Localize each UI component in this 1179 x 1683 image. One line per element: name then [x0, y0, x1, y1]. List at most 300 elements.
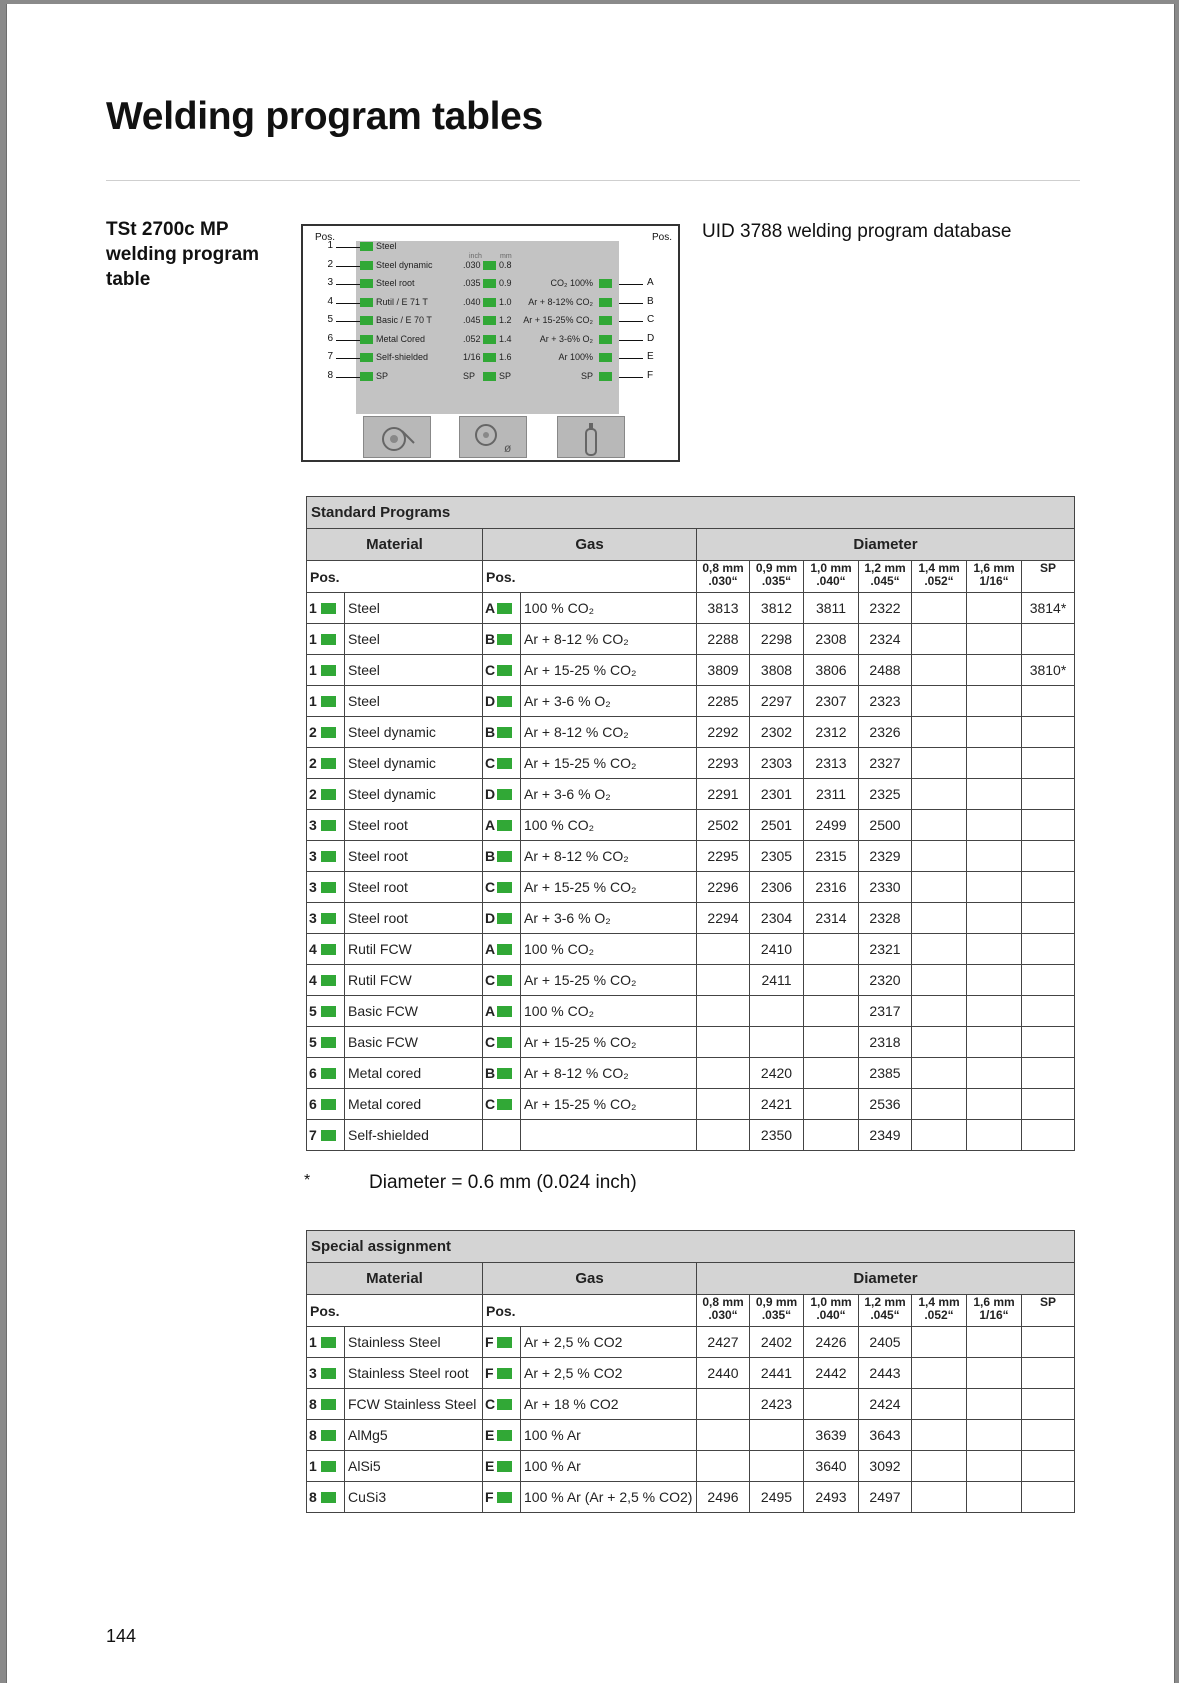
program-number-cell — [804, 1089, 859, 1120]
panel-row-letter: B — [647, 295, 654, 307]
gas-pos-letter: D — [485, 910, 496, 926]
material-pos-cell — [307, 903, 345, 934]
sp-column-header: SP — [1022, 561, 1075, 593]
program-number-cell — [912, 748, 967, 779]
program-number-cell — [912, 779, 967, 810]
svg-text:ø: ø — [504, 441, 512, 455]
panel-inch-label: SP — [463, 370, 476, 381]
sp-program-cell — [1022, 841, 1075, 872]
program-number-cell: 2322 — [859, 593, 912, 624]
program-number-cell: 2316 — [804, 872, 859, 903]
program-number-cell: 2411 — [750, 965, 804, 996]
panel-row — [303, 368, 678, 386]
program-number-cell — [697, 1420, 750, 1451]
gas-cell: Ar + 8-12 % CO₂ — [521, 841, 697, 872]
diameter-inch-label: .045“ — [870, 574, 900, 588]
panel-led-indicator — [360, 242, 373, 251]
material-pos-number: 5 — [309, 1034, 317, 1050]
program-number-cell — [912, 934, 967, 965]
panel-row-number: 4 — [327, 295, 333, 307]
led-indicator — [321, 665, 336, 676]
gas-cell: Ar + 15-25 % CO₂ — [521, 1027, 697, 1058]
material-cell: CuSi3 — [345, 1482, 483, 1513]
program-number-cell: 2329 — [859, 841, 912, 872]
table-row — [307, 1482, 1075, 1513]
program-number-cell — [912, 872, 967, 903]
wire-diameter-button-icon — [459, 416, 527, 458]
panel-material-label: Steel — [376, 241, 397, 251]
panel-gas-label: Ar 100% — [558, 352, 593, 362]
material-cell: AlSi5 — [345, 1451, 483, 1482]
program-number-cell: 2312 — [804, 717, 859, 748]
gas-pos-cell — [483, 1120, 521, 1151]
panel-unit-mm: mm — [500, 253, 512, 260]
footnote-text: Diameter = 0.6 mm (0.024 inch) — [369, 1172, 637, 1193]
program-number-cell: 3639 — [804, 1420, 859, 1451]
diameter-column-header — [804, 561, 859, 593]
gas-cell: Ar + 3-6 % O₂ — [521, 779, 697, 810]
panel-row-letter: A — [647, 277, 654, 288]
material-cell: AlMg5 — [345, 1420, 483, 1451]
program-number-cell — [697, 934, 750, 965]
diameter-mm-label: 1,4 mm — [918, 561, 960, 575]
gas-pos-letter: B — [485, 724, 496, 740]
program-number-cell — [750, 1027, 804, 1058]
table-row — [307, 686, 1075, 717]
program-number-cell: 2307 — [804, 686, 859, 717]
program-number-cell: 2427 — [697, 1327, 750, 1358]
program-number-cell: 2298 — [750, 624, 804, 655]
program-number-cell — [912, 965, 967, 996]
material-pos-cell — [307, 655, 345, 686]
material-pos-cell — [307, 965, 345, 996]
material-pos-cell — [307, 810, 345, 841]
program-number-cell: 2292 — [697, 717, 750, 748]
program-number-cell: 3808 — [750, 655, 804, 686]
panel-led-indicator — [599, 335, 612, 344]
program-number-cell: 2321 — [859, 934, 912, 965]
document-page — [6, 4, 1175, 1683]
led-indicator — [497, 634, 512, 645]
diameter-column-header — [697, 1295, 750, 1327]
gas-cell: Ar + 15-25 % CO₂ — [521, 965, 697, 996]
material-pos-number: 6 — [309, 1065, 317, 1081]
material-header: Material — [307, 529, 483, 561]
diameter-header: Diameter — [697, 1263, 1075, 1295]
material-pos-number: 3 — [309, 879, 317, 895]
sp-program-cell — [1022, 1058, 1075, 1089]
pos-column-header: Pos. — [307, 1295, 483, 1327]
gas-cell: Ar + 8-12 % CO₂ — [521, 624, 697, 655]
program-number-cell: 2328 — [859, 903, 912, 934]
sp-program-cell — [1022, 1482, 1075, 1513]
sp-program-cell — [1022, 934, 1075, 965]
diameter-inch-label: .035“ — [761, 574, 792, 588]
pos-column-header: Pos. — [483, 1295, 697, 1327]
material-cell: Steel — [345, 593, 483, 624]
program-number-cell: 2326 — [859, 717, 912, 748]
material-pos-cell — [307, 624, 345, 655]
diameter-column-header — [859, 561, 912, 593]
program-number-cell: 2421 — [750, 1089, 804, 1120]
gas-pos-letter: D — [485, 693, 496, 709]
panel-led-indicator — [360, 298, 373, 307]
led-indicator — [321, 1130, 336, 1141]
table-row — [307, 624, 1075, 655]
gas-pos-letter: D — [485, 786, 496, 802]
diameter-inch-label: .040“ — [816, 1308, 846, 1322]
table-row — [307, 779, 1075, 810]
panel-led-indicator — [483, 372, 496, 381]
sp-program-cell — [1022, 903, 1075, 934]
diameter-column-header — [750, 561, 804, 593]
led-indicator — [321, 1099, 336, 1110]
diameter-mm-label: 1,4 mm — [918, 1295, 960, 1309]
diameter-column-header — [859, 1295, 912, 1327]
program-number-cell — [697, 1389, 750, 1420]
gas-pos-cell — [483, 1058, 521, 1089]
program-number-cell: 2305 — [750, 841, 804, 872]
program-number-cell — [967, 748, 1022, 779]
material-pos-cell — [307, 872, 345, 903]
program-number-cell — [967, 686, 1022, 717]
led-indicator — [497, 851, 512, 862]
diameter-column-header — [967, 561, 1022, 593]
gas-cell: Ar + 2,5 % CO2 — [521, 1327, 697, 1358]
program-number-cell — [967, 872, 1022, 903]
gas-header: Gas — [483, 1263, 697, 1295]
material-header: Material — [307, 1263, 483, 1295]
led-indicator — [497, 696, 512, 707]
table-row — [307, 1058, 1075, 1089]
panel-leader-line — [619, 303, 643, 304]
program-number-cell — [804, 965, 859, 996]
sp-program-cell: 3810* — [1022, 655, 1075, 686]
program-number-cell: 2497 — [859, 1482, 912, 1513]
gas-pos-cell — [483, 624, 521, 655]
material-pos-cell — [307, 841, 345, 872]
sp-program-cell — [1022, 779, 1075, 810]
led-indicator — [497, 1099, 512, 1110]
program-number-cell — [967, 934, 1022, 965]
led-indicator — [497, 1430, 512, 1441]
led-indicator — [321, 1368, 336, 1379]
panel-row-letter: C — [647, 314, 655, 325]
panel-unit-inch: inch — [469, 253, 482, 260]
program-number-cell: 2295 — [697, 841, 750, 872]
material-pos-cell — [307, 1089, 345, 1120]
diameter-mm-label: 1,2 mm — [864, 1295, 906, 1309]
panel-led-indicator — [360, 372, 373, 381]
table-row — [307, 965, 1075, 996]
program-number-cell — [967, 1327, 1022, 1358]
gas-pos-cell — [483, 748, 521, 779]
gas-pos-cell — [483, 934, 521, 965]
material-cell: Stainless Steel root — [345, 1358, 483, 1389]
program-number-cell: 2301 — [750, 779, 804, 810]
led-indicator — [497, 1068, 512, 1079]
sp-program-cell — [1022, 686, 1075, 717]
panel-material-label: Self-shielded — [376, 352, 429, 362]
diameter-column-header — [750, 1295, 804, 1327]
panel-gas-label: SP — [580, 370, 593, 381]
panel-led-indicator — [483, 279, 496, 288]
gas-pos-letter: E — [485, 1427, 495, 1443]
panel-material-label: SP — [376, 370, 389, 381]
panel-leader-line — [619, 358, 643, 359]
program-number-cell — [804, 1389, 859, 1420]
program-number-cell: 2294 — [697, 903, 750, 934]
sp-program-cell — [1022, 1451, 1075, 1482]
led-indicator — [321, 1337, 336, 1348]
table-row — [307, 903, 1075, 934]
led-indicator — [497, 820, 512, 831]
program-number-cell: 2308 — [804, 624, 859, 655]
program-number-cell: 2426 — [804, 1327, 859, 1358]
led-indicator — [497, 944, 512, 955]
program-number-cell — [697, 1120, 750, 1151]
led-indicator — [497, 975, 512, 986]
material-pos-number: 8 — [309, 1489, 317, 1505]
material-pos-cell — [307, 1482, 345, 1513]
program-number-cell: 2405 — [859, 1327, 912, 1358]
diameter-inch-label: 1/16“ — [979, 1308, 1009, 1322]
led-indicator — [497, 1399, 512, 1410]
panel-row-letter: D — [647, 332, 655, 344]
panel-led-indicator — [483, 353, 496, 362]
panel-row-number: 1 — [327, 240, 333, 251]
panel-led-indicator — [483, 316, 496, 325]
led-indicator — [497, 1368, 512, 1379]
sp-program-cell: 3814* — [1022, 593, 1075, 624]
program-number-cell: 2315 — [804, 841, 859, 872]
gas-cell: Ar + 15-25 % CO₂ — [521, 748, 697, 779]
diameter-mm-label: 1,2 mm — [864, 561, 906, 575]
material-cell: FCW Stainless Steel — [345, 1389, 483, 1420]
led-indicator — [497, 603, 512, 614]
panel-led-indicator — [483, 335, 496, 344]
gas-pos-letter: C — [485, 1096, 496, 1112]
program-number-cell: 2303 — [750, 748, 804, 779]
gas-pos-cell — [483, 1451, 521, 1482]
program-number-cell — [912, 903, 967, 934]
pos-column-header: Pos. — [483, 561, 697, 593]
panel-led-indicator — [483, 261, 496, 270]
gas-pos-cell — [483, 686, 521, 717]
material-pos-cell — [307, 1120, 345, 1151]
panel-leader-line — [619, 321, 643, 322]
gas-pos-letter: C — [485, 662, 496, 678]
led-indicator — [321, 603, 336, 614]
program-number-cell: 2350 — [750, 1120, 804, 1151]
gas-pos-letter: C — [485, 879, 496, 895]
table-row — [307, 934, 1075, 965]
special-assignment-table — [306, 1230, 1075, 1513]
program-number-cell — [912, 996, 967, 1027]
program-number-cell — [912, 624, 967, 655]
panel-row — [303, 312, 678, 330]
material-cell: Self-shielded — [345, 1120, 483, 1151]
panel-mm-label: 1.6 — [499, 352, 512, 362]
title-divider — [106, 180, 1080, 181]
panel-led-indicator — [599, 298, 612, 307]
program-number-cell: 2501 — [750, 810, 804, 841]
program-number-cell — [967, 810, 1022, 841]
gas-pos-letter: B — [485, 1065, 496, 1081]
table-row — [307, 872, 1075, 903]
program-number-cell — [967, 1389, 1022, 1420]
gas-pos-cell — [483, 655, 521, 686]
diameter-inch-label: 1/16“ — [979, 574, 1009, 588]
material-cell: Steel root — [345, 872, 483, 903]
program-number-cell — [697, 1058, 750, 1089]
panel-led-indicator — [360, 279, 373, 288]
material-pos-number: 5 — [309, 1003, 317, 1019]
program-number-cell — [912, 1089, 967, 1120]
led-indicator — [321, 1037, 336, 1048]
program-number-cell: 2402 — [750, 1327, 804, 1358]
material-pos-cell — [307, 593, 345, 624]
diameter-header: Diameter — [697, 529, 1075, 561]
material-pos-number: 4 — [309, 972, 317, 988]
panel-row — [303, 331, 678, 349]
material-pos-number: 3 — [309, 848, 317, 864]
gas-cell: 100 % Ar (Ar + 2,5 % CO2) — [521, 1482, 697, 1513]
uid-text: UID 3788 welding program database — [702, 221, 1012, 242]
panel-leader-line — [619, 340, 643, 341]
led-indicator — [321, 634, 336, 645]
gas-pos-letter: C — [485, 1034, 496, 1050]
gas-cell: 100 % CO₂ — [521, 593, 697, 624]
material-pos-cell — [307, 934, 345, 965]
program-number-cell: 3806 — [804, 655, 859, 686]
gas-cell: Ar + 8-12 % CO₂ — [521, 717, 697, 748]
material-cell: Metal cored — [345, 1089, 483, 1120]
section-title-line: welding program — [106, 244, 260, 265]
program-number-cell: 3812 — [750, 593, 804, 624]
panel-row-number: 8 — [327, 369, 333, 381]
panel-led-indicator — [360, 316, 373, 325]
table-row — [307, 841, 1075, 872]
program-number-cell: 2320 — [859, 965, 912, 996]
panel-mm-label: 1.4 — [499, 333, 512, 344]
led-indicator — [321, 913, 336, 924]
led-indicator — [321, 1399, 336, 1410]
program-number-cell: 3809 — [697, 655, 750, 686]
material-pos-cell — [307, 1358, 345, 1389]
material-cell: Steel — [345, 624, 483, 655]
program-number-cell — [750, 1420, 804, 1451]
program-number-cell: 2499 — [804, 810, 859, 841]
panel-row-letter: F — [647, 369, 654, 381]
material-cell: Steel root — [345, 841, 483, 872]
diameter-inch-label: .035“ — [761, 1308, 792, 1322]
program-number-cell: 2443 — [859, 1358, 912, 1389]
gas-pos-cell — [483, 996, 521, 1027]
table-row — [307, 996, 1075, 1027]
program-number-cell — [967, 1358, 1022, 1389]
led-indicator — [497, 727, 512, 738]
led-indicator — [497, 1492, 512, 1503]
led-indicator — [321, 1068, 336, 1079]
program-number-cell — [967, 996, 1022, 1027]
material-pos-cell — [307, 779, 345, 810]
program-number-cell — [967, 1058, 1022, 1089]
program-number-cell: 3813 — [697, 593, 750, 624]
program-number-cell — [967, 1089, 1022, 1120]
led-indicator — [497, 913, 512, 924]
program-number-cell: 2306 — [750, 872, 804, 903]
program-number-cell — [967, 1482, 1022, 1513]
gas-cell: 100 % Ar — [521, 1420, 697, 1451]
led-indicator — [321, 944, 336, 955]
program-number-cell — [967, 841, 1022, 872]
program-number-cell — [912, 841, 967, 872]
material-pos-cell — [307, 996, 345, 1027]
panel-mm-label: 1.2 — [499, 315, 512, 325]
material-pos-cell — [307, 1420, 345, 1451]
sp-program-cell — [1022, 1420, 1075, 1451]
diameter-mm-label: 1,6 mm — [973, 1295, 1015, 1309]
led-indicator — [497, 1037, 512, 1048]
program-number-cell — [697, 1451, 750, 1482]
gas-pos-cell — [483, 1420, 521, 1451]
panel-row — [303, 294, 678, 312]
panel-material-label: Basic / E 70 T — [376, 315, 432, 325]
program-number-cell — [967, 1451, 1022, 1482]
diameter-mm-label: 0,8 mm — [702, 561, 744, 575]
gas-pos-letter: A — [485, 1003, 496, 1019]
panel-mm-label: SP — [499, 370, 512, 381]
program-number-cell: 2496 — [697, 1482, 750, 1513]
program-number-cell — [750, 996, 804, 1027]
program-number-cell: 2385 — [859, 1058, 912, 1089]
diameter-column-header — [912, 561, 967, 593]
panel-row — [303, 349, 678, 367]
table-row — [307, 1389, 1075, 1420]
gas-cell: Ar + 3-6 % O₂ — [521, 903, 697, 934]
sp-program-cell — [1022, 996, 1075, 1027]
diameter-mm-label: 0,8 mm — [702, 1295, 744, 1309]
material-pos-number: 6 — [309, 1096, 317, 1112]
program-number-cell — [912, 593, 967, 624]
diameter-inch-label: .040“ — [816, 574, 846, 588]
panel-gas-label: CO₂ 100% — [550, 278, 593, 288]
gas-cell: 100 % CO₂ — [521, 934, 697, 965]
led-indicator — [497, 1461, 512, 1472]
panel-pos-label-left: Pos. — [315, 232, 336, 243]
material-cell: Metal cored — [345, 1058, 483, 1089]
table-row — [307, 593, 1075, 624]
led-indicator — [497, 882, 512, 893]
table-body — [307, 593, 1075, 1151]
section-title-line: table — [106, 269, 151, 290]
gas-pos-cell — [483, 903, 521, 934]
program-number-cell: 2423 — [750, 1389, 804, 1420]
gas-pos-letter: E — [485, 1458, 495, 1474]
program-number-cell: 2288 — [697, 624, 750, 655]
sp-program-cell — [1022, 1027, 1075, 1058]
led-indicator — [321, 789, 336, 800]
panel-led-indicator — [599, 279, 612, 288]
diameter-column-header — [967, 1295, 1022, 1327]
program-number-cell — [804, 996, 859, 1027]
gas-cell: 100 % CO₂ — [521, 810, 697, 841]
program-number-cell — [912, 1058, 967, 1089]
panel-leader-line — [619, 377, 643, 378]
material-pos-number: 4 — [309, 941, 317, 957]
diameter-inch-label: .045“ — [870, 1308, 900, 1322]
